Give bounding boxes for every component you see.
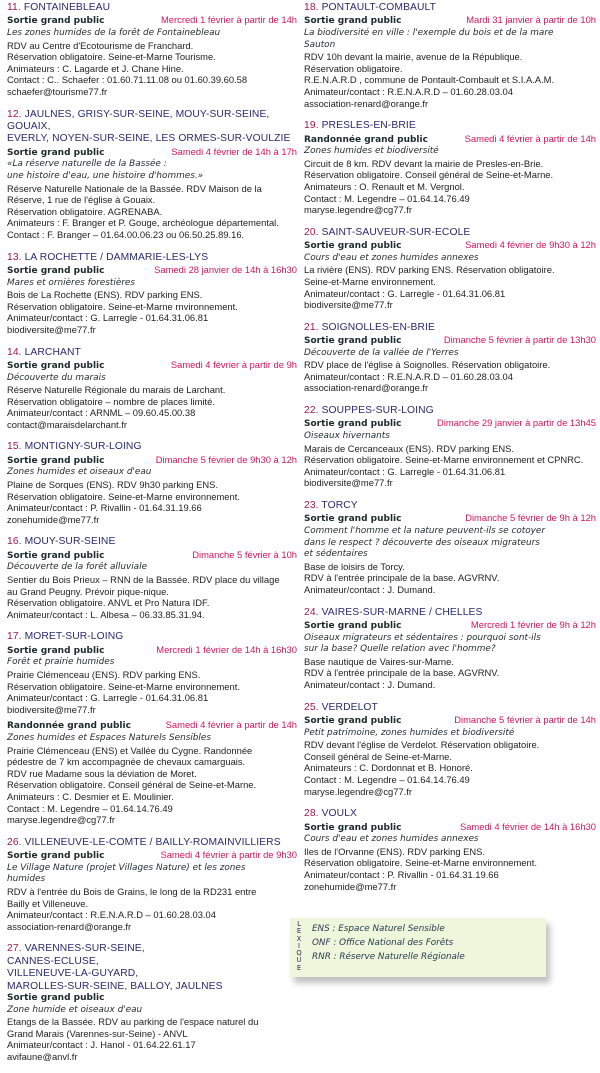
event-type: Sortie grand public <box>304 336 402 347</box>
place-name: VILLENEUVE-LE-COMTE / BAILLY-ROMAINVILLIERS <box>24 836 281 848</box>
event-entry <box>7 2 297 98</box>
entry-number: 19. <box>304 120 319 132</box>
place-name: SOUPPES-SUR-LOING <box>321 405 434 417</box>
place-name: FONTAINEBLEAU <box>23 2 111 13</box>
place-line <box>7 536 297 548</box>
event-block <box>304 619 596 691</box>
event-detail: RDV à l'entrée principale de la base. AGVRNV. <box>304 572 500 584</box>
event-header <box>7 719 297 733</box>
event-block <box>7 719 297 825</box>
event-subtitle: humides <box>7 874 46 885</box>
event-detail: RDV place de l'église à Soignolles. Réservation obligatoire. <box>304 359 551 371</box>
place-line <box>7 956 297 968</box>
event-detail: RDV rue Madame sous la déviation de Moret. <box>7 767 197 779</box>
event-subtitle: dans le respect ? découverte des oiseaux migrateurs <box>304 537 540 548</box>
place-name: PONTAULT-COMBAULT <box>321 2 436 13</box>
event-subtitle: Petit patrimoine, zones humides et biodiversité <box>304 727 515 738</box>
event-type: Sortie grand public <box>7 360 105 371</box>
place-heading <box>7 109 297 146</box>
event-detail: pédestre de 7 km accompagnée de chevaux camarguais. <box>7 756 246 768</box>
event-subtitle: Mares et ornières forestières <box>7 277 136 288</box>
event-detail: Etangs de la Bassée. RDV au parking de l'espace naturel du <box>7 1016 259 1028</box>
place-name: VERDELOT <box>321 701 378 713</box>
place-name: VARENNES-SUR-SEINE, <box>24 943 145 955</box>
event-subtitle: Oiseaux migrateurs et sédentaires : pourquoi sont-ils <box>304 632 541 643</box>
event-detail: maryse.legendre@cg77.fr <box>304 204 413 216</box>
place-line <box>304 702 596 714</box>
place-name: MOUY-SUR-SEINE <box>24 536 116 548</box>
event-type: Sortie grand public <box>304 621 402 631</box>
event-detail: Seine-et-Marne environnement. <box>304 275 436 287</box>
event-date: Samedi 28 janvier de 14h à 16h30 <box>154 263 297 275</box>
event-block <box>304 821 596 893</box>
event-date: Mercredi 1 février de 14h à 16h30 <box>156 643 297 655</box>
event-block <box>304 334 596 394</box>
lexique-letter: E <box>296 927 302 936</box>
place-line <box>7 347 297 359</box>
event-header <box>304 512 596 526</box>
event-block <box>7 14 297 97</box>
event-detail: zonehumide@me77.fr <box>304 880 397 892</box>
event-detail: Sentier du Bois Prieux – RNN de la Bassée. RDV place du village <box>7 574 280 586</box>
event-detail: zonehumide@me77.fr <box>7 513 100 525</box>
event-subtitle: «La réserve naturelle de la Bassée : <box>7 159 167 170</box>
event-detail: Plaine de Sorques (ENS). RDV 9h30 parking ENS. <box>7 479 219 491</box>
event-entry <box>304 405 596 489</box>
event-subtitle: Sauton <box>304 39 336 50</box>
lexique-box <box>290 918 546 977</box>
place-name: SAINT-SAUVEUR-SUR-ECOLE <box>321 226 471 238</box>
place-heading <box>304 607 596 619</box>
event-date: Samedi 4 février de 9h30 à 12h <box>465 239 596 251</box>
place-line <box>7 2 297 14</box>
event-subtitle: Zone humide et oiseaux d'eau <box>7 1004 143 1015</box>
event-detail: biodiversite@me77.fr <box>7 703 96 715</box>
place-name: VILLENEUVE-LA-GUYARD, <box>7 968 139 980</box>
event-entry <box>7 109 297 241</box>
event-subtitle: Découverte du marais <box>7 372 106 383</box>
event-block <box>7 849 297 932</box>
entry-number: 16. <box>7 536 22 548</box>
event-block <box>7 454 297 526</box>
entry-number: 14. <box>7 346 22 358</box>
event-detail: contact@maraisdelarchant.fr <box>7 418 127 430</box>
event-type: Sortie grand public <box>304 715 402 726</box>
event-type: Sortie grand public <box>304 16 402 27</box>
event-header <box>7 849 297 863</box>
entry-number: 24. <box>304 606 319 618</box>
event-detail: Animateur/contact : R.E.N.A.R.D – 01.60.28.03.04 <box>7 909 216 921</box>
event-date: Dimanche 29 janvier à partir de 13h45 <box>437 417 596 429</box>
place-line <box>304 500 596 512</box>
entry-number: 23. <box>304 500 319 512</box>
event-detail: Prairie Clémenceau (ENS). RDV parking ENS. <box>7 669 201 680</box>
event-subtitle: et sédentaires <box>304 549 368 560</box>
event-detail: Contact : F. Branger – 01.64.00.06.23 ou 06.50.25.89.16. <box>7 228 245 240</box>
place-heading <box>7 441 297 453</box>
event-detail: Animateur/contact : G. Larregle - 01.64.31.06.81 <box>304 287 506 299</box>
place-heading <box>304 500 596 512</box>
event-type: Sortie grand public <box>7 455 105 466</box>
event-entry <box>7 943 297 1062</box>
place-name: LA ROCHETTE / DAMMARIE-LES-LYS <box>24 251 209 263</box>
event-detail: RDV 10h devant la mairie, avenue de la République. <box>304 51 523 63</box>
event-detail: association-renard@orange.fr <box>304 97 429 109</box>
event-detail: Conseil général de Seine-et-Marne. <box>304 750 452 762</box>
entry-number: 25. <box>304 701 319 713</box>
entry-number: 12. <box>7 108 22 120</box>
event-detail: Prairie Clémenceau (ENS) et Vallée du Cygne. Randonnée <box>7 744 253 756</box>
place-line <box>7 837 297 849</box>
place-line <box>7 631 297 643</box>
event-subtitle: La biodiversité en ville : l'exemple du bois et de la mare <box>304 28 554 38</box>
event-block <box>304 14 596 109</box>
event-date: Samedi 4 février de 14h à 16h30 <box>459 820 596 832</box>
event-date: Dimanche 5 février à partir de 14h <box>454 713 596 725</box>
event-detail: Réservation obligatoire. Conseil général de Seine-et-Marne. <box>304 169 554 181</box>
event-detail: maryse.legendre@cg77.fr <box>7 814 116 826</box>
event-detail: biodiversite@me77.fr <box>7 323 96 335</box>
event-detail: Réservation obligatoire. Seine-et-Marne rnvironnement. <box>7 300 238 312</box>
event-block <box>7 644 297 716</box>
event-type: Sortie grand public <box>304 241 402 252</box>
event-subtitle: Zones humides et Espaces Naturels Sensibles <box>7 732 211 743</box>
event-detail: Contact : M. Legendre – 01.64.14.76.49 <box>304 192 470 204</box>
event-detail: Animateurs : F. Branger et P. Gouge, archéologue départemental. <box>7 217 279 229</box>
event-entry <box>304 808 596 892</box>
place-name: VOULX <box>321 808 358 820</box>
event-entry <box>304 120 596 216</box>
lexique-letter: Q <box>296 949 302 958</box>
event-detail: au Grand Peugny. Prévoir pique-nique. <box>7 585 169 597</box>
event-subtitle: Cours d'eau et zones humides annexes <box>304 834 479 845</box>
event-detail: Animateurs : C. Dordonnat et B. Honoré. <box>304 762 473 774</box>
lexique-letter: E <box>296 963 302 972</box>
event-header <box>304 14 596 28</box>
event-subtitle: Découverte de la vallée de l'Yerres <box>304 347 459 358</box>
event-detail: Animateurs : O. Renault et M. Vergnol. <box>304 180 465 192</box>
place-line <box>304 607 596 619</box>
event-header <box>304 239 596 253</box>
event-type: Sortie grand public <box>7 851 105 862</box>
event-subtitle: Les zones humides de la forêt de Fontainebleau <box>7 28 221 38</box>
place-heading <box>304 227 596 239</box>
entry-number: 20. <box>304 226 319 238</box>
event-detail: biodiversite@me77.fr <box>304 477 393 489</box>
event-detail: Contact : M. Legendre – 01.64.14.76.49 <box>7 802 173 814</box>
event-detail: Circuit de 8 km. RDV devant la mairie de Presles-en-Brie. <box>304 157 544 169</box>
event-detail: Réservation obligatoire. Seine-et-Marne Tourisme. <box>7 51 216 63</box>
place-line <box>304 405 596 417</box>
event-detail: Animateur/contact : G. Larregle - 01.64.31.06.81 <box>7 692 209 704</box>
event-detail: schaefer@tourisme77.fr <box>7 85 108 97</box>
event-block <box>7 264 297 336</box>
place-heading <box>304 120 596 132</box>
event-detail: Réservation obligatoire. <box>304 62 403 74</box>
entry-number: 18. <box>304 2 319 13</box>
event-detail: Animateur/contact : G. Larregle - 01.64.31.06.81 <box>304 465 506 477</box>
event-block <box>304 512 596 595</box>
event-detail: Iles de l'Orvanne (ENS). RDV parking ENS. <box>304 845 486 857</box>
place-name: MORET-SUR-LOING <box>24 631 124 643</box>
event-detail: R.E.N.A.R.D , commune de Pontault-Combault et S.I.A.A.M. <box>304 74 555 86</box>
event-date: Dimanche 5 février à 10h <box>192 548 297 560</box>
lexique-items <box>312 922 465 964</box>
event-subtitle: Cours d'eau et zones humides annexes <box>304 252 479 263</box>
event-entry <box>304 322 596 394</box>
event-entry <box>7 837 297 933</box>
place-line <box>7 968 297 980</box>
place-name: VAIRES-SUR-MARNE / CHELLES <box>321 606 483 618</box>
event-detail: association-renard@orange.fr <box>7 920 132 932</box>
event-type: Sortie grand public <box>7 645 105 656</box>
place-line <box>304 322 596 334</box>
event-date: Dimanche 5 février de 9h30 à 12h <box>155 453 297 465</box>
entry-number: 26. <box>7 836 22 848</box>
event-block <box>304 417 596 489</box>
event-detail: Base de loisirs de Torcy. <box>304 560 405 572</box>
event-date: Dimanche 5 février à partir de 13h30 <box>443 334 596 346</box>
left-column <box>7 2 297 1073</box>
event-subtitle: Découverte de la forêt alluviale <box>7 562 148 573</box>
lexique-letter: X <box>296 934 302 943</box>
lexique-title <box>295 921 303 972</box>
place-line <box>304 227 596 239</box>
event-detail: Contact : C.. Schaefer : 01.60.71.11.08 ou 01.60.39.60.58 <box>7 74 248 86</box>
event-detail: RDV devant l'église de Verdelot. Réservation obligatoire. <box>304 739 540 751</box>
place-heading <box>304 2 596 14</box>
place-name: PRESLES-EN-BRIE <box>321 120 416 132</box>
place-heading <box>7 536 297 548</box>
event-date: Samedi 4 février à partir de 14h <box>165 719 297 731</box>
place-heading <box>304 702 596 714</box>
place-name: MAROLLES-SUR-SEINE, BALLOY, JAULNES <box>7 980 223 992</box>
event-type: Sortie grand public <box>7 147 105 158</box>
event-date: Samedi 4 février à partir de 9h <box>170 358 297 370</box>
entry-number: 11. <box>7 2 21 13</box>
event-header <box>7 359 297 373</box>
event-type: Sortie grand public <box>304 514 402 525</box>
place-heading <box>7 252 297 264</box>
event-detail: Réserve Naturelle Nationale de la Bassée. RDV Maison de la <box>7 182 262 194</box>
event-detail: RDV à l'entrée du Bois de Grains, le long de la RD231 entre <box>7 885 257 897</box>
event-block <box>7 146 297 241</box>
entry-number: 17. <box>7 631 22 643</box>
entry-number: 22. <box>304 405 319 417</box>
event-type: Sortie grand public <box>7 265 105 276</box>
event-detail: Réservation obligatoire. Seine-et-Marne environnement. <box>304 857 537 869</box>
event-detail: Animateur/contact : J. Dumand. <box>304 678 436 690</box>
event-detail: Marais de Cercanceaux (ENS). RDV parking ENS. <box>304 442 514 454</box>
event-date: Mercredi 1 février à partir de 14h <box>161 14 297 26</box>
place-name: TORCY <box>321 500 358 512</box>
event-header <box>7 644 297 658</box>
place-heading <box>7 2 297 14</box>
event-header <box>304 334 596 348</box>
event-date: Mercredi 1 février de 9h à 12h <box>470 619 596 630</box>
event-entry <box>304 702 596 798</box>
event-detail: Réserve, 1 rue de l'église à Gouaix. <box>7 194 156 206</box>
place-line <box>304 120 596 132</box>
event-subtitle: Forêt et prairie humides <box>7 657 115 668</box>
event-header <box>7 454 297 468</box>
event-header <box>304 714 596 728</box>
event-detail: Animateur/contact : P. Rivallin - 01.64.31.19.66 <box>7 502 202 514</box>
event-entry <box>7 252 297 336</box>
event-header <box>304 821 596 835</box>
event-detail: Réservation obligatoire – nombre de places limité. <box>7 395 215 407</box>
event-entry <box>7 441 297 525</box>
event-detail: Animateur/contact : R.E.N.A.R.D – 01.60.28.03.04 <box>304 370 513 382</box>
entry-number: 27. <box>7 943 22 955</box>
event-type: Sortie grand public <box>7 16 105 27</box>
event-entry <box>304 227 596 311</box>
event-detail: Réservation obligatoire. Seine-et-Marne environnement. <box>7 680 240 692</box>
place-name: EVERLY, NOYEN-SUR-SEINE, LES ORMES-SUR-VOULZIE <box>7 133 291 145</box>
event-detail: Animateurs : C. Lagarde et J. Chane Hine. <box>7 62 184 74</box>
event-detail: Base nautique de Vaires-sur-Marne. <box>304 655 454 667</box>
place-line <box>304 2 596 14</box>
event-subtitle: une histoire d'eau, une histoire d'hommes.» <box>7 170 204 181</box>
event-entry <box>7 347 297 431</box>
event-entry <box>304 2 596 109</box>
place-name: CANNES-ECLUSE, <box>7 955 99 967</box>
event-entry <box>7 631 297 825</box>
event-detail: Bailly et Villeneuve. <box>7 897 89 909</box>
entry-number: 21. <box>304 321 319 333</box>
place-line <box>7 252 297 264</box>
event-block <box>304 714 596 797</box>
place-name: LARCHANT <box>24 346 81 358</box>
event-header <box>7 993 297 1005</box>
event-detail: Animateur/contact : ARNML – 09.60.45.00.38 <box>7 407 196 419</box>
event-detail: Animateur/contact : P. Rivallin - 01.64.31.19.66 <box>304 868 499 880</box>
place-name: MONTIGNY-SUR-LOING <box>24 441 142 453</box>
place-line <box>7 441 297 453</box>
event-subtitle: sur la base? Quelle relation avec l'homme? <box>304 644 496 655</box>
place-heading <box>304 322 596 334</box>
event-header <box>7 14 297 28</box>
event-header <box>7 264 297 278</box>
event-date: Dimanche 5 février de 9h à 12h <box>465 512 596 524</box>
place-name: SOIGNOLLES-EN-BRIE <box>321 321 435 333</box>
event-date: Samedi 4 février à partir de 9h30 <box>160 849 297 861</box>
event-block <box>304 239 596 311</box>
place-heading <box>7 837 297 849</box>
event-detail: Bois de La Rochette (ENS). RDV parking ENS. <box>7 289 203 301</box>
place-line <box>304 808 596 820</box>
lexique-letter: U <box>296 956 302 965</box>
event-header <box>7 549 297 563</box>
event-header <box>304 133 596 147</box>
lexique-item: ENS : Espace Naturel Sensible <box>312 924 445 934</box>
place-heading <box>7 631 297 643</box>
event-detail: maryse.legendre@cg77.fr <box>304 785 413 797</box>
event-header <box>7 146 297 160</box>
place-line <box>7 109 297 134</box>
event-block <box>7 993 297 1063</box>
lexique-letter: L <box>297 920 301 928</box>
event-type: Randonnée grand public <box>7 721 131 732</box>
event-type: Sortie grand public <box>304 822 402 833</box>
event-detail: Réservation obligatoire. Seine-et-Marne environnement. <box>7 490 240 502</box>
place-heading <box>7 347 297 359</box>
entry-number: 28. <box>304 808 319 820</box>
event-detail: Animateur/contact : J. Hanol - 01.64.22.61.17 <box>7 1039 196 1051</box>
event-date: Samedi 4 février de 14h à 17h <box>171 145 297 157</box>
event-block <box>304 133 596 216</box>
place-heading <box>304 405 596 417</box>
event-date: Mardi 31 janvier à partir de 10h <box>466 14 596 26</box>
place-name: JAULNES, GRISY-SUR-SEINE, MOUY-SUR-SEINE, GOUAIX, <box>7 108 270 132</box>
place-line <box>7 943 297 955</box>
event-detail: Animateur/contact : L. Albesa – 06.33.85.31.94. <box>7 608 205 620</box>
event-detail: association-renard@orange.fr <box>304 382 429 394</box>
event-detail: RDV à l'entrée principale de la base. AGVRNV. <box>304 667 500 679</box>
entry-number: 13. <box>7 251 22 263</box>
event-type: Sortie grand public <box>304 419 402 430</box>
event-block <box>7 359 297 431</box>
event-detail: Animateur/contact : J. Dumand. <box>304 584 436 595</box>
event-detail: Contact : M. Legendre – 01.64.14.76.49 <box>304 773 470 785</box>
event-detail: La rivière (ENS). RDV parking ENS. Réservation obligatoire. <box>304 264 555 276</box>
event-type: Randonnée grand public <box>304 134 428 145</box>
lexique-letter: I <box>297 941 300 950</box>
event-detail: Grand Marais (Varennes-sur-Seine) - ANVL <box>7 1027 188 1039</box>
event-subtitle: Zones humides et biodiversité <box>304 146 439 157</box>
event-header <box>304 417 596 431</box>
event-type: Sortie grand public <box>7 992 105 1003</box>
event-detail: Réservation obligatoire. AGRENABA. <box>7 205 163 217</box>
place-line <box>7 133 297 145</box>
event-detail: Réservation obligatoire. Conseil général de Seine-et-Marne. <box>7 779 257 791</box>
event-block <box>7 549 297 621</box>
event-type: Sortie grand public <box>7 550 105 561</box>
event-detail: Réservation obligatoire. ANVL et Pro Natura IDF. <box>7 597 210 609</box>
event-detail: Animateur/contact : R.E.N.A.R.D – 01.60.28.03.04 <box>304 85 513 97</box>
event-subtitle: Zones humides et oiseaux d'eau <box>7 467 152 478</box>
event-detail: Réservation obligatoire. Seine-et-Marne environnement et CPNRC. <box>304 454 584 466</box>
event-entry <box>304 500 596 596</box>
event-subtitle: Le Village Nature (projet Villages Nature) et les zones <box>7 862 246 873</box>
event-subtitle: Comment l'homme et la nature peuvent-ils se cotoyer <box>304 526 546 537</box>
lexique-item: RNR : Réserve Naturelle Régionale <box>312 952 465 962</box>
right-column <box>304 2 596 903</box>
event-detail: avifaune@anvl.fr <box>7 1050 78 1062</box>
place-line <box>7 981 297 993</box>
event-detail: biodiversite@me77.fr <box>304 299 393 311</box>
event-entry <box>7 536 297 620</box>
event-entry <box>304 607 596 691</box>
event-detail: Animateur/contact : G. Larregle - 01.64.31.06.81 <box>7 312 209 324</box>
entry-number: 15. <box>7 441 22 453</box>
event-date: Samedi 4 février à partir de 14h <box>464 132 596 144</box>
event-detail: Animateurs : C. Desmier et E. Moulinier. <box>7 790 174 802</box>
event-detail: RDV au Centre d'Ecotourisme de Franchard. <box>7 39 194 51</box>
event-header <box>304 619 596 633</box>
event-subtitle: Oiseaux hivernants <box>304 431 390 442</box>
place-heading <box>304 808 596 820</box>
lexique-item: ONF : Office National des Forêts <box>312 938 454 948</box>
place-heading <box>7 943 297 993</box>
event-detail: Réserve Naturelle Régionale du marais de Larchant. <box>7 384 226 396</box>
